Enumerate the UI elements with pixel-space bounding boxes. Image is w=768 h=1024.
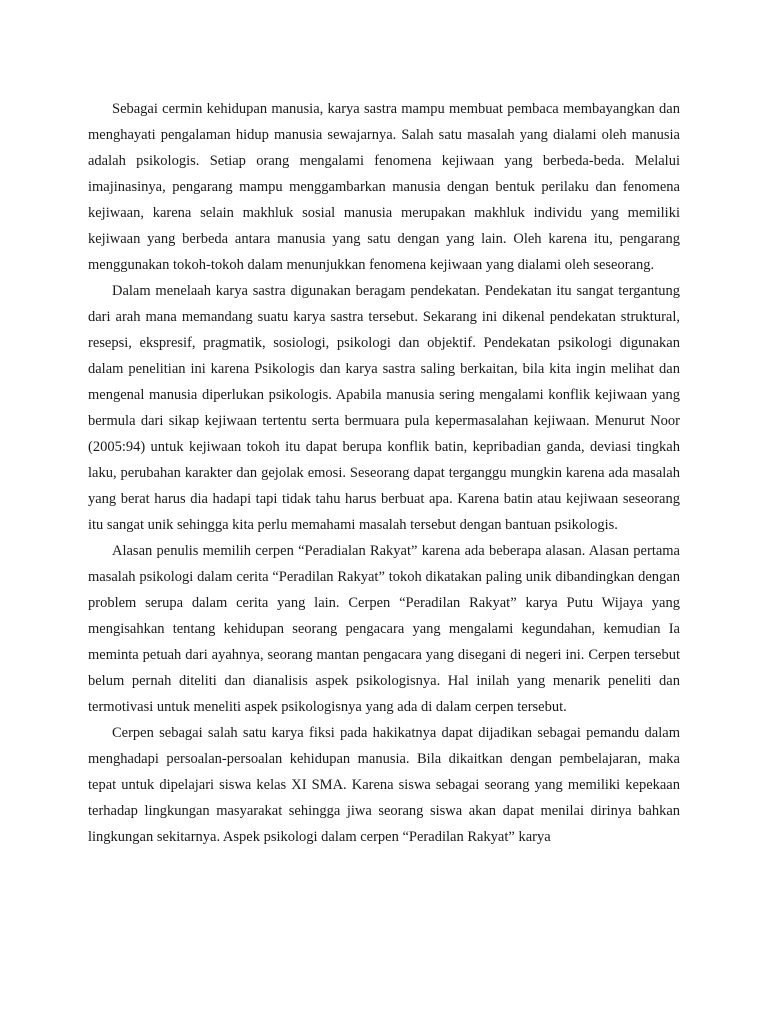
body-text bbox=[88, 96, 680, 850]
paragraph-2: Dalam menelaah karya sastra digunakan beragam pendekatan. Pendekatan itu sangat tergantung dari arah mana memandang suatu karya sastra tersebut. Sekarang ini dikenal pendekatan struktural, resepsi, ekspresif, pragmatik, sosiologi, psikologi dan objektif. Pendekatan psikologi digunakan dalam penelitian ini karena Psikologis dan karya sastra saling berkaitan, bila kita ingin melihat dan mengenal manusia diperlukan psikologis. Apabila manusia sering mengalami konflik kejiwaan yang bermula dari sikap kejiwaan tertentu serta bermuara pula kepermasalahan kejiwaan. Menurut Noor (2005:94) untuk kejiwaan tokoh itu dapat berupa konflik batin, kepribadian ganda, deviasi tingkah laku, perubahan karakter dan gejolak emosi. Seseorang dapat terganggu mungkin karena ada masalah yang berat harus dia hadapi tapi tidak tahu harus berbuat apa. Karena batin atau kejiwaan seseorang itu sangat unik sehingga kita perlu memahami masalah tersebut dengan bantuan psikologis. bbox=[88, 283, 680, 533]
paragraph-4: Cerpen sebagai salah satu karya fiksi pada hakikatnya dapat dijadikan sebagai pemandu dalam menghadapi persoalan-persoalan kehidupan manusia. Bila dikaitkan dengan pembelajaran, maka tepat untuk dipelajari siswa kelas XI SMA. Karena siswa sebagai seorang yang memiliki kepekaan terhadap lingkungan masyarakat sehingga jiwa seorang siswa akan dapat menilai dirinya bahkan lingkungan sekitarnya. Aspek psikologi dalam cerpen “Peradilan Rakyat” karya bbox=[88, 725, 680, 845]
paragraph-3: Alasan penulis memilih cerpen “Peradialan Rakyat” karena ada beberapa alasan. Alasan pertama masalah psikologi dalam cerita “Peradilan Rakyat” tokoh dikatakan paling unik dibandingkan dengan problem serupa dalam cerita yang lain. Cerpen “Peradilan Rakyat” karya Putu Wijaya yang mengisahkan tentang kehidupan seorang pengacara yang mengalami kegundahan, kemudian Ia meminta petuah dari ayahnya, seorang mantan pengacara yang disegani di negeri ini. Cerpen tersebut belum pernah diteliti dan dianalisis aspek psikologisnya. Hal inilah yang menarik peneliti dan termotivasi untuk meneliti aspek psikologisnya yang ada di dalam cerpen tersebut. bbox=[88, 543, 680, 715]
paragraph-1: Sebagai cermin kehidupan manusia, karya sastra mampu membuat pembaca membayangkan dan menghayati pengalaman hidup manusia sewajarnya. Salah satu masalah yang dialami oleh manusia adalah psikologis. Setiap orang mengalami fenomena kejiwaan yang berbeda-beda. Melalui imajinasinya, pengarang mampu menggambarkan manusia dengan bentuk perilaku dan fenomena kejiwaan, karena selain makhluk sosial manusia merupakan makhluk individu yang memiliki kejiwaan yang berbeda antara manusia yang satu dengan yang lain. Oleh karena itu, pengarang menggunakan tokoh-tokoh dalam menunjukkan fenomena kejiwaan yang dialami oleh seseorang. bbox=[88, 101, 680, 273]
